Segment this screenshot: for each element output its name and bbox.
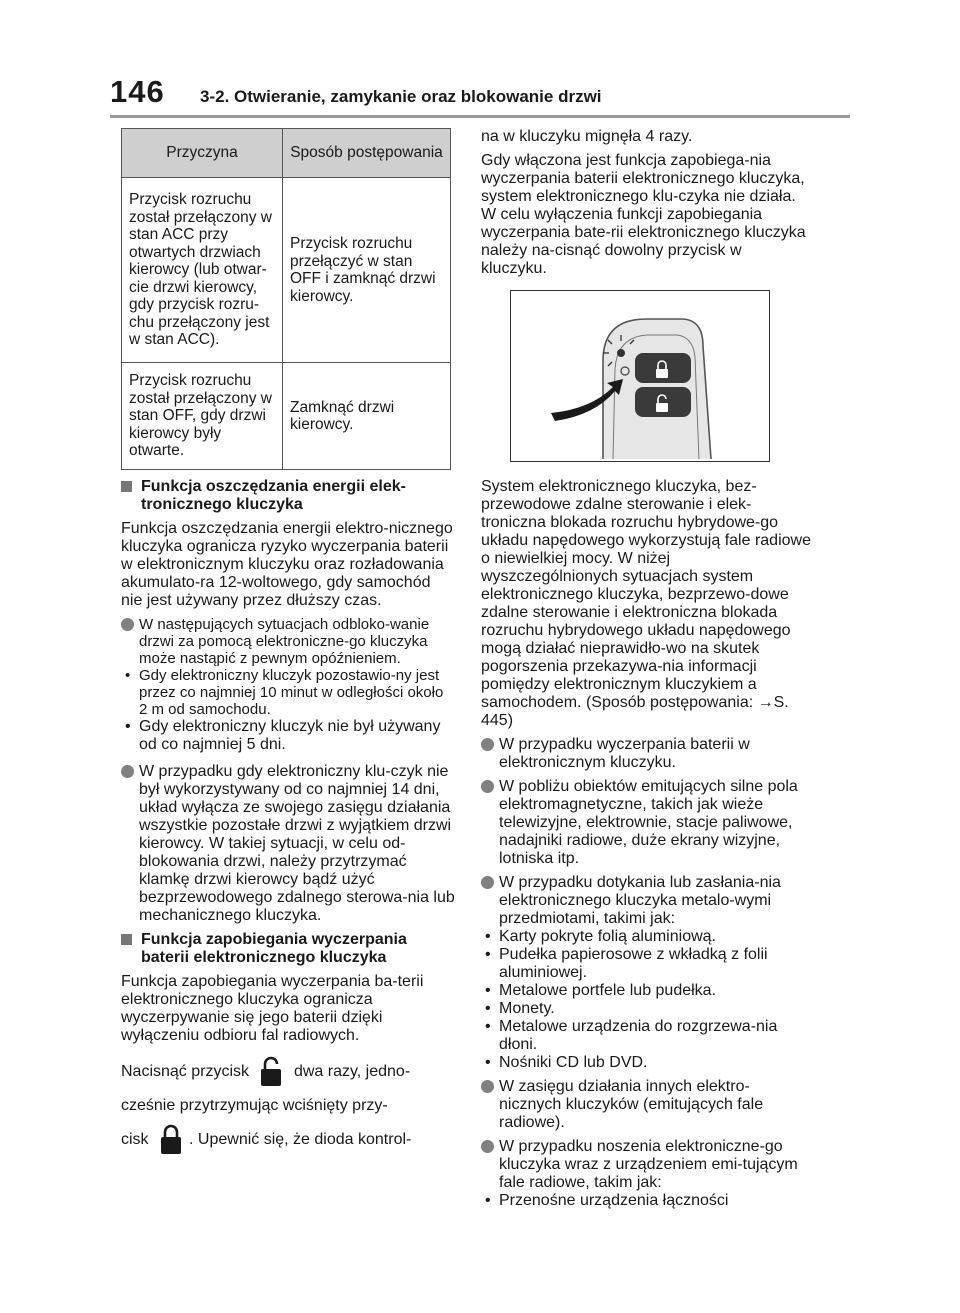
sub-bullet-item: • Metalowe urządzenia do rozgrzewa-nia dłoni. <box>485 1018 778 1053</box>
square-bullet-icon <box>121 934 132 945</box>
sub-bullet-item: • Pudełka papierosowe z wkładką z folii aluminiowej. <box>485 946 768 981</box>
bullet-item: W pobliżu obiektów emitujących silne pola elektromagnetyczne, takich jak wieże telewizyjne, elektrownie, stacje paliwowe, nadajniki radiowe, duże ekrany wizyjne, lotniska itp. <box>481 778 811 868</box>
right-column-bottom <box>481 478 811 1210</box>
bullet-item: W zasięgu działania innych elektro-nicznych kluczyków (emitujących fale radiowe). <box>481 1078 811 1132</box>
table-header-row <box>122 129 451 178</box>
table-row <box>122 178 451 363</box>
bullet-item: W przypadku gdy elektroniczny klu-czyk nie był wykorzystywany od co najmniej 14 dni, układ wyłącza ze swojego zasięgu działania wszystkie pozostałe drzwi z wyjątkiem drzwi kierowcy. W takiej sytuacji, w celu od-blokowania drzwi, należy przytrzymać klamkę drzwi kierowcy bądź użyć bezprzewodowego zdalnego sterowa-nia lub mechanicznego kluczyka. <box>121 763 455 925</box>
paragraph: Funkcja zapobiegania wyczerpania ba-terii elektronicznego kluczyka ogranicza wyczerpywanie się jego baterii dzięki wyłączeniu odbioru fal radiowych. <box>121 973 424 1044</box>
unlock-icon <box>257 1055 285 1089</box>
paragraph: na w kluczyku mignęła 4 razy. <box>481 128 693 145</box>
left-column <box>121 478 455 1157</box>
circle-bullet-icon <box>481 738 494 751</box>
page-number: 146 <box>110 74 165 109</box>
bullet-item: W przypadku noszenia elektroniczne-go kluczyka wraz z urządzeniem emi-tującym fale radiowe, takim jak: <box>481 1138 811 1192</box>
column-header-action: Sposób postępowania <box>283 129 451 178</box>
table-row <box>122 363 451 470</box>
circle-bullet-icon <box>481 1080 494 1093</box>
bullet-item: W przypadku dotykania lub zasłania-nia elektronicznego kluczyka metalo-wymi przedmiotami, takimi jak: <box>481 874 811 928</box>
sub-bullet-item: • Monety. <box>485 1000 555 1017</box>
electronic-key-drawing <box>511 291 769 461</box>
instruction-paragraph: Nacisnąć przycisk dwa razy, jedno- cześnie przytrzymując wciśnięty przy- cisk . Upewnić się, że dioda kontrol- <box>121 1055 455 1157</box>
table-cell-action: Przycisk rozruchu przełączyć w stan OFF i zamknąć drzwi kierowcy. <box>283 178 451 363</box>
bullet-item: W przypadku wyczerpania baterii w elektronicznym kluczyku. <box>481 736 811 772</box>
paragraph: System elektronicznego kluczyka, bez-przewodowe zdalne sterowanie i elek-troniczna blokada rozruchu hybrydowe-go układu napędowego wykorzystują fale radiowe o niewielkiej mocy. W niżej wyszczególnionych sytuacjach system elektronicznego kluczyka, bezprzewo-dowe zdalne sterowanie i elektroniczna blokada rozruchu hybrydowego układu napędowego mogą działać nieprawidło-wo na skutek pogorszenia przekazywa-nia informacji pomiędzy elektronicznym kluczykiem a samochodem. (Sposób postępowania: →S. 445) <box>481 478 811 729</box>
table-cell-cause: Przycisk rozruchu został przełączony w stan ACC przy otwartych drzwiach kierowcy (lub otwar-cie drzwi kierowcy, gdy przycisk rozru-chu przełączony jest w stan ACC). <box>122 178 283 363</box>
circle-bullet-icon <box>481 780 494 793</box>
heading-battery-saving: Funkcja zapobiegania wyczerpania baterii elektronicznego kluczyka <box>121 931 455 967</box>
sub-bullet-item: • Nośniki CD lub DVD. <box>485 1054 648 1071</box>
lock-icon <box>157 1123 185 1157</box>
paragraph: Gdy włączona jest funkcja zapobiega-nia wyczerpania baterii elektronicznego kluczyka, system elektronicznego klu-czyka nie działa. W celu wyłączenia funkcji zapobiegania wyczerpania bate-rii elektronicznego kluczyka należy na-cisnąć dowolny przycisk w kluczyku. <box>481 152 806 277</box>
column-header-cause: Przyczyna <box>122 129 283 178</box>
section-title: 3-2. Otwieranie, zamykanie oraz blokowanie drzwi <box>200 87 602 106</box>
right-arrow-icon: → <box>757 694 774 711</box>
table-cell-action: Zamknąć drzwi kierowcy. <box>283 363 451 470</box>
page-header <box>110 74 850 118</box>
circle-bullet-icon <box>481 876 494 889</box>
electronic-key-illustration <box>510 290 770 462</box>
sub-bullet-item: • Gdy elektroniczny kluczyk nie był używany od co najmniej 5 dni. <box>125 718 441 753</box>
circle-bullet-icon <box>121 618 134 631</box>
header-divider <box>110 115 850 118</box>
square-bullet-icon <box>121 481 132 492</box>
circle-bullet-icon <box>121 765 134 778</box>
indicator-led-icon <box>617 349 625 357</box>
lock-icon <box>656 369 668 378</box>
troubleshooting-table <box>121 128 451 470</box>
unlock-icon <box>656 403 668 412</box>
heading-energy-saving: Funkcja oszczędzania energii elek-tronicznego kluczyka <box>121 478 455 514</box>
right-column-top <box>481 128 811 278</box>
circle-bullet-icon <box>481 1140 494 1153</box>
paragraph: Funkcja oszczędzania energii elektro-nicznego kluczyka ogranicza ryzyko wyczerpania baterii w elektronicznym kluczyku oraz rozładowania akumulato-ra 12-woltowego, gdy samochód nie jest używany przez dłuższy czas. <box>121 520 453 609</box>
sub-bullet-item: • Gdy elektroniczny kluczyk pozostawio-ny jest przez co najmniej 10 minut w odległości około 2 m od samochodu. <box>125 667 444 718</box>
table-cell-cause: Przycisk rozruchu został przełączony w stan OFF, gdy drzwi kierowcy były otwarte. <box>122 363 283 470</box>
sub-bullet-item: • Przenośne urządzenia łączności <box>485 1192 729 1209</box>
bullet-item: W następujących sytuacjach odbloko-wanie drzwi za pomocą elektroniczne-go kluczyka może nastąpić z pewnym opóźnieniem. <box>121 616 455 667</box>
sub-bullet-item: • Metalowe portfele lub pudełka. <box>485 982 717 999</box>
sub-bullet-item: • Karty pokryte folią aluminiową. <box>485 928 716 945</box>
